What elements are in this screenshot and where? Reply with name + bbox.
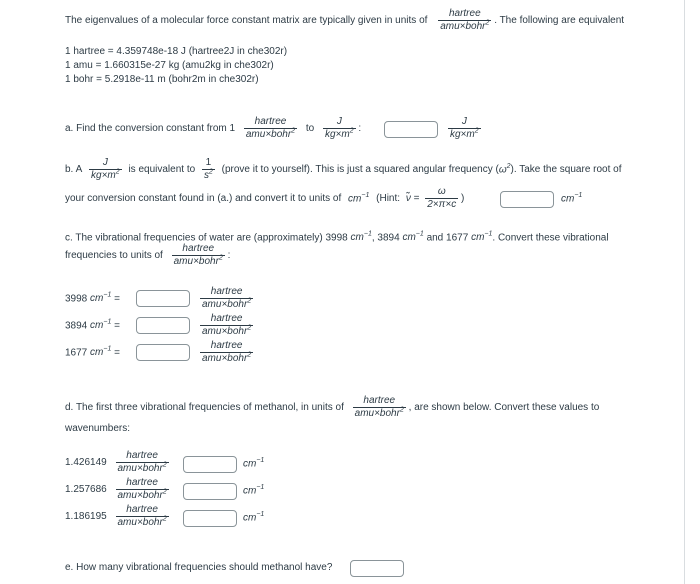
constant-hartree: 1 hartree = 4.359748e-18 J (hartree2J in che302r) — [65, 46, 288, 57]
part-d-row-3-unit: $cm^{-1}$ — [243, 511, 265, 524]
denominator: $s^2$ — [203, 168, 213, 181]
part-c-colon: : — [227, 250, 231, 261]
numerator: J — [89, 157, 122, 170]
part-b-proof: (prove it to yourself). This is just a squared angular frequency ( — [221, 164, 499, 175]
part-c-row-1: 3998 $cm^{-1}$ = — [65, 292, 120, 305]
part-d-end: , are shown below. Convert these values to — [408, 402, 600, 413]
page-divider — [684, 0, 685, 584]
part-a — [65, 116, 361, 141]
numerator: hartree — [244, 116, 297, 129]
answer-input-c1[interactable] — [136, 290, 190, 307]
numerator: ω — [425, 186, 458, 199]
omega-squared: $\omega^2$ — [498, 163, 511, 176]
part-c-sep1: , 3894 — [371, 232, 400, 244]
answer-input-c2[interactable] — [136, 317, 190, 334]
denominator: amu×bohr$^2$ — [245, 127, 296, 140]
answer-input-e[interactable] — [350, 560, 404, 577]
part-d-line1 — [65, 395, 599, 420]
row-value: 1.186195 — [65, 511, 107, 522]
part-b-line2-text: your conversion constant found in (a.) and convert it to units of — [65, 193, 342, 204]
answer-input-b[interactable] — [500, 191, 554, 208]
part-c-row-3: 1677 $cm^{-1}$ = — [65, 346, 120, 359]
numerator: hartree — [172, 243, 225, 256]
cm-unit: $cm^{-1}$ — [471, 231, 493, 244]
answer-input-d2[interactable] — [183, 483, 237, 500]
denominator: $kg\times m^2$ — [450, 127, 479, 140]
part-c-row-2-unit: $\frac{\text{hartree}}{amu\times bohr^2}$ — [202, 313, 252, 337]
denominator: amu×bohr$^2$ — [440, 19, 490, 32]
answer-input-a[interactable] — [384, 121, 438, 138]
unit-fraction-intro — [438, 8, 491, 33]
cm-unit: $cm^{-1}$ — [350, 231, 372, 244]
inverse-seconds-fraction — [202, 157, 215, 182]
part-b-equiv: is equivalent to — [128, 164, 196, 175]
denominator: $kg\times m^2$ — [91, 168, 120, 181]
part-d-row-1 — [65, 450, 169, 475]
equals-sign: = — [413, 193, 420, 204]
unit-fraction-j-answer — [448, 116, 481, 141]
part-d-row-3 — [65, 504, 169, 529]
part-a-text: a. Find the conversion constant from 1 — [65, 123, 236, 134]
cm-inverse-unit: $cm^{-1}$ — [348, 192, 370, 205]
denominator: amu×bohr$^2$ — [173, 254, 223, 267]
part-d-row-2 — [65, 477, 169, 502]
part-b-after-omega: ). Take the square root of — [510, 164, 622, 175]
intro-text-end: . The following are equivalent — [494, 15, 625, 26]
part-b-line2 — [65, 186, 464, 211]
numerator: hartree — [438, 8, 491, 21]
part-b-close-paren: ) — [460, 193, 465, 204]
answer-input-d1[interactable] — [183, 456, 237, 473]
unit-fraction-hartree — [172, 243, 225, 268]
hint-fraction — [425, 186, 458, 211]
part-c-line2 — [65, 243, 230, 268]
part-c-text: c. The vibrational frequencies of water are (approximately) 3998 — [65, 232, 348, 244]
part-d-row-1-unit: $cm^{-1}$ — [243, 457, 265, 470]
part-a-colon: : — [358, 123, 362, 134]
nu-tilde: ν̃ — [405, 193, 411, 204]
part-c-end: . Convert these vibrational — [492, 232, 609, 244]
answer-input-d3[interactable] — [183, 510, 237, 527]
constant-bohr: 1 bohr = 5.2918e-11 m (bohr2m in che302r) — [65, 74, 259, 85]
unit-fraction-hartree — [353, 395, 406, 420]
numerator: hartree — [353, 395, 406, 408]
denominator: 2×π×c — [427, 199, 457, 210]
part-d-line2: wavenumbers: — [65, 423, 131, 434]
intro-text: The eigenvalues of a molecular force constant matrix are typically given in units of — [65, 15, 428, 26]
part-c-row-2: 3894 $cm^{-1}$ = — [65, 319, 120, 332]
numerator: J — [323, 116, 356, 129]
unit-fraction-j — [323, 116, 356, 141]
denominator: $kg\times m^2$ — [325, 127, 354, 140]
cm-unit: $cm^{-1}$ — [402, 231, 424, 244]
part-c-sep2: and 1677 — [426, 232, 469, 244]
row-value: 1.257686 — [65, 484, 107, 495]
part-c-row-1-unit: $\frac{\text{hartree}}{amu\times bohr^2}$ — [202, 286, 252, 310]
unit-fraction-hartree: $\frac{\text{hartree}}{amu\times bohr^2}$ — [117, 450, 167, 474]
constant-amu: 1 amu = 1.660315e-27 kg (amu2kg in che302r) — [65, 60, 274, 71]
part-a-to: to — [305, 123, 315, 134]
part-e-text: e. How many vibrational frequencies should methanol have? — [65, 562, 333, 573]
part-a-unit — [448, 116, 481, 141]
part-d-row-2-unit: $cm^{-1}$ — [243, 484, 265, 497]
intro-line — [65, 8, 624, 33]
row-value: 1.426149 — [65, 457, 107, 468]
numerator: 1 — [202, 157, 215, 170]
part-c-line2-text: frequencies to units of — [65, 250, 163, 261]
part-d-text: d. The first three vibrational frequencies of methanol, in units of — [65, 402, 344, 413]
answer-input-c3[interactable] — [136, 344, 190, 361]
unit-fraction-hartree: $\frac{\text{hartree}}{amu\times bohr^2}$ — [117, 477, 167, 501]
denominator: amu×bohr$^2$ — [354, 406, 404, 419]
unit-fraction-hartree — [244, 116, 297, 141]
part-b-line1 — [65, 157, 622, 182]
part-c-line1 — [65, 231, 609, 243]
constants-list — [65, 45, 287, 87]
numerator: J — [448, 116, 481, 129]
unit-fraction-j-b — [89, 157, 122, 182]
part-b-prefix: b. A — [65, 164, 83, 175]
part-b-unit: $cm^{-1}$ — [561, 192, 583, 205]
part-c-row-3-unit: $\frac{\text{hartree}}{amu\times bohr^2}$ — [202, 340, 252, 364]
part-b-hint: (Hint: — [376, 193, 401, 204]
unit-fraction-hartree: $\frac{\text{hartree}}{amu\times bohr^2}$ — [117, 504, 167, 528]
